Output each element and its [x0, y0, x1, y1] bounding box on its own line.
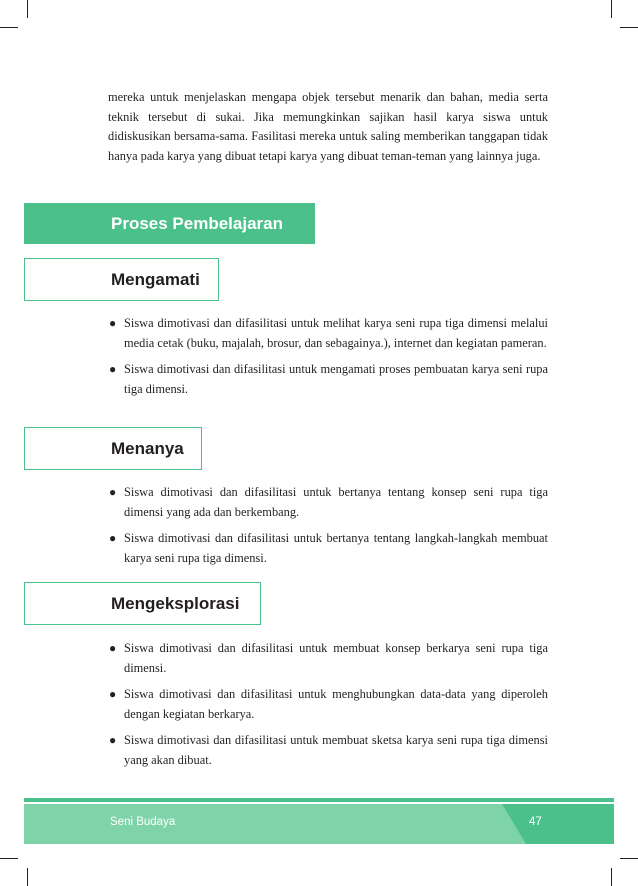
bullet-icon: ●: [109, 362, 117, 377]
list-item-text: Siswa dimotivasi dan difasilitasi untuk bertanya tentang konsep seni rupa tiga dimensi yang ada dan berkembang.: [124, 485, 548, 519]
list-item: [108, 639, 548, 678]
footer-book-title: Seni Budaya: [110, 816, 176, 828]
bullet-list-mengamati: [108, 314, 548, 406]
list-item-text: Siswa dimotivasi dan difasilitasi untuk bertanya tentang langkah-langkah membuat karya seni rupa tiga dimensi.: [124, 531, 548, 565]
crop-mark: [620, 27, 638, 28]
subsection-heading-mengeksplorasi: Mengeksplorasi: [24, 582, 261, 625]
list-item: [108, 685, 548, 724]
list-item: [108, 314, 548, 353]
bullet-list-menanya: [108, 483, 548, 575]
section-heading-proses: Proses Pembelajaran: [24, 203, 315, 244]
crop-mark: [620, 858, 638, 859]
crop-mark: [27, 0, 28, 18]
crop-mark: [0, 858, 18, 859]
bullet-icon: ●: [109, 316, 117, 330]
bullet-list-mengeksplorasi: [108, 639, 548, 778]
bullet-icon: ●: [109, 531, 117, 546]
crop-mark: [0, 27, 18, 28]
bullet-icon: ●: [109, 485, 117, 499]
crop-mark: [611, 0, 612, 18]
page-number: 47: [529, 816, 542, 828]
list-item: [108, 483, 548, 522]
list-item-text: Siswa dimotivasi dan difasilitasi untuk membuat sketsa karya seni rupa tiga dimensi yang akan dibuat.: [124, 733, 548, 767]
intro-paragraph: mereka untuk menjelaskan mengapa objek tersebut menarik dan bahan, media serta teknik tersebut di sukai. Jika memungkinkan sajikan hasil karya siswa untuk didiskusikan bersama-sama. Fasilitasi mereka untuk saling memberikan tanggapan tidak hanya pada karya yang dibuat tetapi karya yang dibuat teman-teman yang lainnya juga.: [108, 90, 548, 163]
list-item: [108, 731, 548, 770]
subsection-heading-menanya: Menanya: [24, 427, 202, 470]
crop-mark: [27, 868, 28, 886]
list-item: [108, 360, 548, 399]
bullet-icon: ●: [109, 733, 117, 748]
bullet-icon: ●: [109, 687, 117, 702]
crop-mark: [611, 868, 612, 886]
list-item-text: Siswa dimotivasi dan difasilitasi untuk membuat konsep berkarya seni rupa tiga dimensi.: [124, 641, 548, 675]
bullet-icon: ●: [109, 641, 117, 655]
list-item-text: Siswa dimotivasi dan difasilitasi untuk menghubungkan data-data yang diperoleh dengan kegiatan berkarya.: [124, 687, 548, 721]
list-item-text: Siswa dimotivasi dan difasilitasi untuk mengamati proses pembuatan karya seni rupa tiga dimensi.: [124, 362, 548, 396]
list-item-text: Siswa dimotivasi dan difasilitasi untuk melihat karya seni rupa tiga dimensi melalui media cetak (buku, majalah, brosur, dan sebagainya.), internet dan kegiatan pameran.: [124, 316, 548, 350]
list-item: [108, 529, 548, 568]
subsection-heading-mengamati: Mengamati: [24, 258, 219, 301]
